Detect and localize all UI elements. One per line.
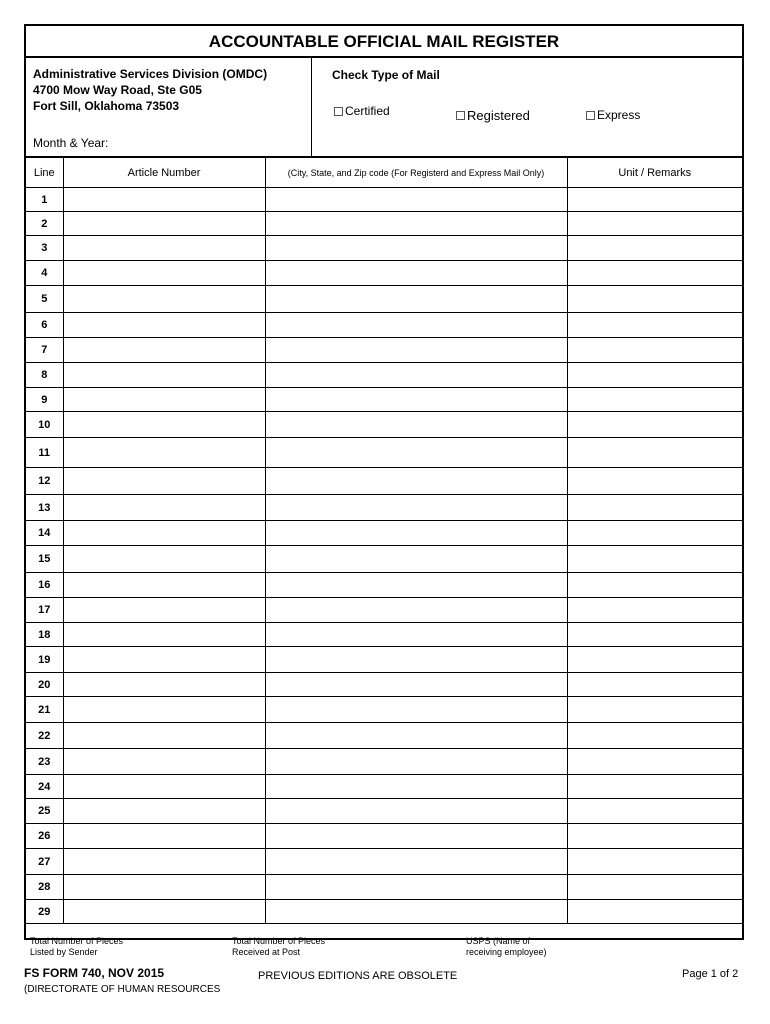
city-state-zip-cell[interactable] [265,286,567,313]
table-row [26,573,742,598]
unit-remarks-cell[interactable] [567,388,742,412]
table-row [26,495,742,521]
city-state-zip-cell[interactable] [265,521,567,546]
unit-remarks-cell[interactable] [567,749,742,775]
line-number: 25 [26,799,63,824]
total-listed-by-sender-label [30,936,123,958]
line-number: 15 [26,546,63,573]
unit-remarks-cell[interactable] [567,673,742,697]
table-row [26,521,742,546]
unit-remarks-cell[interactable] [567,236,742,261]
line-number: 2 [26,212,63,236]
line-number: 9 [26,388,63,412]
table-header-row [26,158,742,188]
line-number: 26 [26,824,63,849]
article-number-cell[interactable] [63,623,265,647]
article-number-cell[interactable] [63,775,265,799]
article-number-cell[interactable] [63,849,265,875]
article-number-cell[interactable] [63,521,265,546]
address-line-3: Fort Sill, Oklahoma 73503 [33,99,180,113]
express-label: Express [597,108,641,122]
table-row [26,900,742,924]
unit-remarks-cell[interactable] [567,623,742,647]
unit-remarks-cell[interactable] [567,598,742,623]
line-number: 8 [26,363,63,388]
obsolete-notice: PREVIOUS EDITIONS ARE OBSOLETE [258,970,458,982]
unit-remarks-cell[interactable] [567,468,742,495]
address [33,66,267,114]
unit-remarks-cell[interactable] [567,697,742,723]
express-checkbox[interactable] [586,108,640,122]
certified-label: Certified [345,104,390,118]
city-state-zip-cell[interactable] [265,438,567,468]
article-number-cell[interactable] [63,697,265,723]
city-state-zip-cell[interactable] [265,573,567,598]
city-state-zip-cell[interactable] [265,598,567,623]
unit-remarks-cell[interactable] [567,573,742,598]
city-state-zip-cell[interactable] [265,824,567,849]
unit-remarks-cell[interactable] [567,412,742,438]
city-state-zip-cell[interactable] [265,673,567,697]
usps-line-1: USPS (Name of [466,936,531,946]
article-number-cell[interactable] [63,647,265,673]
line-number: 27 [26,849,63,875]
line-number: 28 [26,875,63,900]
city-state-zip-cell[interactable] [265,495,567,521]
line-number: 11 [26,438,63,468]
line-number: 6 [26,313,63,338]
article-number-cell[interactable] [63,723,265,749]
city-state-zip-cell[interactable] [265,799,567,824]
city-state-zip-cell[interactable] [265,338,567,363]
table-row [26,286,742,313]
table-row [26,647,742,673]
article-number-cell[interactable] [63,824,265,849]
article-number-cell[interactable] [63,261,265,286]
usps-employee-label [466,936,547,958]
city-state-zip-cell[interactable] [265,775,567,799]
city-state-zip-cell[interactable] [265,697,567,723]
unit-remarks-cell[interactable] [567,824,742,849]
article-number-cell[interactable] [63,212,265,236]
month-year-label: Month & Year: [33,136,109,150]
city-state-zip-cell[interactable] [265,261,567,286]
table-row [26,623,742,647]
total-received-at-post-label [232,936,325,958]
line-number: 3 [26,236,63,261]
line-number: 29 [26,900,63,924]
article-number-cell[interactable] [63,438,265,468]
sender-address-block [26,58,312,156]
unit-remarks-cell[interactable] [567,438,742,468]
page-number: Page 1 of 2 [682,968,739,980]
total-sender-line-1: Total Number of Pieces [30,936,124,946]
unit-remarks-cell[interactable] [567,261,742,286]
table-row [26,438,742,468]
line-number: 24 [26,775,63,799]
table-row [26,338,742,363]
table-row [26,723,742,749]
city-state-zip-cell[interactable] [265,363,567,388]
unit-remarks-cell[interactable] [567,286,742,313]
table-row [26,673,742,697]
table-row [26,412,742,438]
article-number-cell[interactable] [63,338,265,363]
mail-register-form [24,24,744,957]
unit-remarks-cell[interactable] [567,188,742,212]
city-state-zip-cell[interactable] [265,749,567,775]
city-state-zip-cell[interactable] [265,623,567,647]
unit-remarks-cell[interactable] [567,363,742,388]
table-row [26,261,742,286]
registered-checkbox[interactable] [456,108,530,123]
article-number-cell[interactable] [63,598,265,623]
table-row [26,468,742,495]
mail-type-block [312,58,742,156]
article-number-cell[interactable] [63,188,265,212]
table-row [26,598,742,623]
total-post-line-1: Total Number of Pieces [232,936,326,946]
line-number: 13 [26,495,63,521]
article-number-cell[interactable] [63,495,265,521]
unit-remarks-cell[interactable] [567,521,742,546]
table-row [26,388,742,412]
article-number-cell[interactable] [63,363,265,388]
line-number: 1 [26,188,63,212]
mail-type-title: Check Type of Mail [332,68,440,82]
line-number: 7 [26,338,63,363]
line-number: 10 [26,412,63,438]
form-title: ACCOUNTABLE OFFICIAL MAIL REGISTER [26,26,742,58]
unit-remarks-header: Unit / Remarks [567,158,742,188]
line-number: 17 [26,598,63,623]
table-row [26,236,742,261]
city-state-zip-cell[interactable] [265,313,567,338]
table-row [26,212,742,236]
article-number-cell[interactable] [63,546,265,573]
line-number: 4 [26,261,63,286]
line-number: 19 [26,647,63,673]
city-state-zip-cell[interactable] [265,388,567,412]
article-number-cell[interactable] [63,388,265,412]
table-row [26,546,742,573]
city-state-zip-cell[interactable] [265,546,567,573]
unit-remarks-cell[interactable] [567,338,742,363]
unit-remarks-cell[interactable] [567,647,742,673]
article-number-cell[interactable] [63,412,265,438]
unit-remarks-cell[interactable] [567,723,742,749]
unit-remarks-cell[interactable] [567,775,742,799]
line-number: 16 [26,573,63,598]
address-line-1: Administrative Services Division (OMDC) [33,67,268,81]
unit-remarks-cell[interactable] [567,875,742,900]
line-number: 20 [26,673,63,697]
article-number-cell[interactable] [63,468,265,495]
unit-remarks-cell[interactable] [567,212,742,236]
article-number-cell[interactable] [63,673,265,697]
table-row [26,824,742,849]
checkbox-icon[interactable] [586,111,595,120]
city-state-zip-cell[interactable] [265,647,567,673]
table-row [26,799,742,824]
registered-label: Registered [467,108,530,123]
checkbox-icon[interactable] [334,107,343,116]
checkbox-icon[interactable] [456,111,465,120]
directorate: (DIRECTORATE OF HUMAN RESOURCES [24,984,221,995]
unit-remarks-cell[interactable] [567,799,742,824]
article-number-cell[interactable] [63,236,265,261]
line-number: 21 [26,697,63,723]
table-row [26,363,742,388]
city-state-zip-cell[interactable] [265,188,567,212]
table-row [26,849,742,875]
article-number-header: Article Number [63,158,265,188]
table-row [26,188,742,212]
unit-remarks-cell[interactable] [567,900,742,924]
line-number: 18 [26,623,63,647]
city-state-zip-cell[interactable] [265,849,567,875]
table-row [26,749,742,775]
article-number-cell[interactable] [63,313,265,338]
register-table [26,157,742,924]
total-sender-line-2: Listed by Sender [30,947,98,957]
unit-remarks-cell[interactable] [567,546,742,573]
city-state-zip-cell[interactable] [265,212,567,236]
line-number: 22 [26,723,63,749]
article-number-cell[interactable] [63,799,265,824]
table-row [26,697,742,723]
article-number-cell[interactable] [63,749,265,775]
unit-remarks-cell[interactable] [567,313,742,338]
total-post-line-2: Received at Post [232,947,301,957]
unit-remarks-cell[interactable] [567,849,742,875]
line-number: 5 [26,286,63,313]
usps-line-2: receiving employee) [466,947,547,957]
unit-remarks-cell[interactable] [567,495,742,521]
table-row [26,775,742,799]
table-row [26,875,742,900]
city-state-zip-cell[interactable] [265,723,567,749]
city-state-zip-cell[interactable] [265,236,567,261]
article-number-cell[interactable] [63,286,265,313]
line-number: 14 [26,521,63,546]
line-number: 23 [26,749,63,775]
city-state-zip-cell[interactable] [265,900,567,924]
article-number-cell[interactable] [63,875,265,900]
city-state-zip-cell[interactable] [265,412,567,438]
certified-checkbox[interactable] [334,104,390,118]
address-line-2: 4700 Mow Way Road, Ste G05 [33,83,202,97]
form-id: FS FORM 740, NOV 2015 [24,966,165,980]
line-header: Line [26,158,63,188]
article-number-cell[interactable] [63,900,265,924]
city-state-zip-cell[interactable] [265,875,567,900]
city-state-zip-cell[interactable] [265,468,567,495]
line-number: 12 [26,468,63,495]
table-row [26,313,742,338]
article-number-cell[interactable] [63,573,265,598]
city-state-zip-header: (City, State, and Zip code (For Registerd and Express Mail Only) [265,158,567,188]
